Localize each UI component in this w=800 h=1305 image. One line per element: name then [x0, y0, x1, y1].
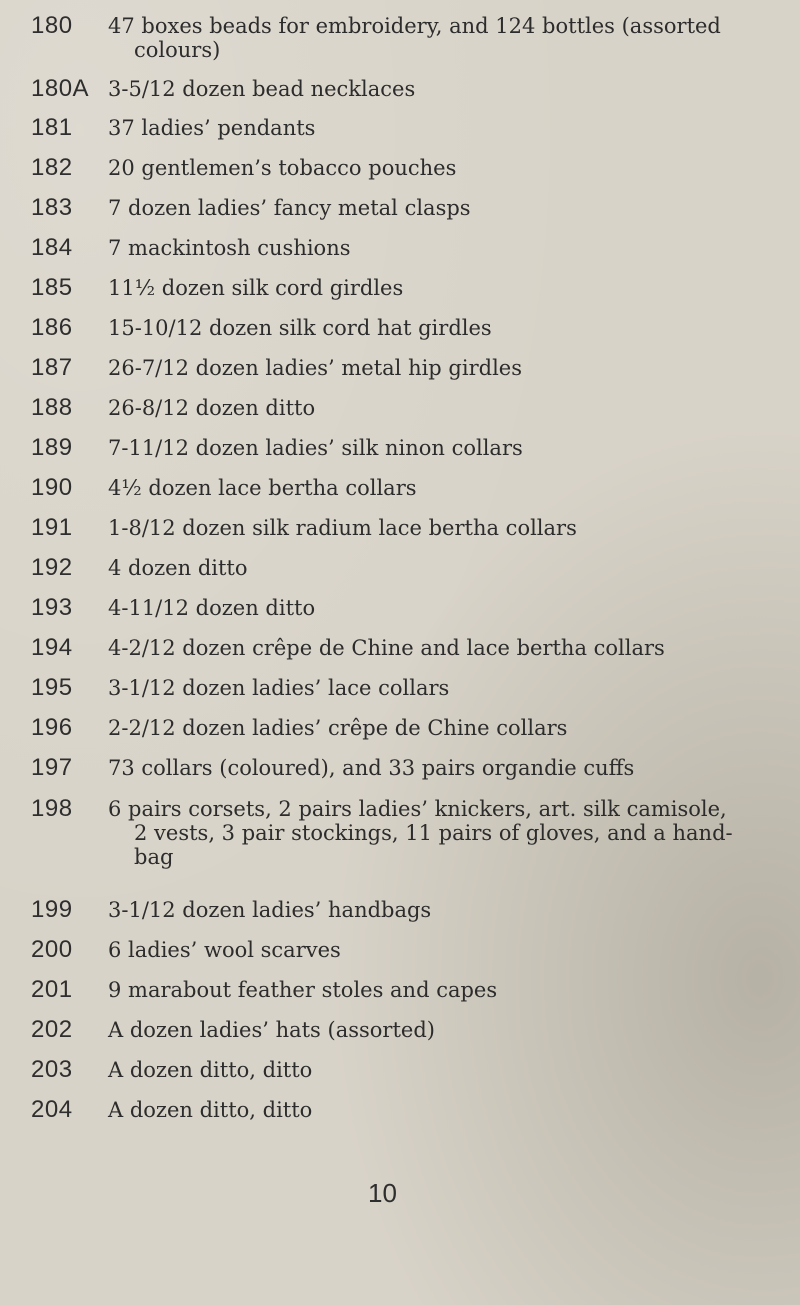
lot-number: 203	[31, 1056, 73, 1083]
lot-description-line: 47 boxes beads for embroidery, and 124 bottles (assorted	[108, 14, 721, 38]
lot-number: 185	[31, 274, 73, 301]
lot-description: A dozen ditto, ditto	[108, 1098, 313, 1122]
lot-number: 182	[31, 154, 73, 181]
lot-number: 201	[31, 976, 73, 1003]
lot-description	[108, 14, 748, 62]
lot-description: 4½ dozen lace bertha collars	[108, 476, 417, 500]
lot-description: 3-1/12 dozen ladies’ handbags	[108, 898, 432, 922]
lot-number: 183	[31, 194, 73, 221]
lot-number: 202	[31, 1016, 73, 1043]
lot-description: 7 mackintosh cushions	[108, 236, 351, 260]
lot-number: 187	[31, 354, 73, 381]
lot-number: 196	[31, 714, 73, 741]
lot-description	[108, 797, 748, 869]
lot-description: 20 gentlemen’s tobacco pouches	[108, 156, 457, 180]
lot-description: 4-2/12 dozen crêpe de Chine and lace bertha collars	[108, 636, 665, 660]
lot-number: 188	[31, 394, 73, 421]
lot-description-continuation: 2 vests, 3 pair stockings, 11 pairs of gloves, and a hand-	[134, 821, 733, 845]
lot-description: 6 ladies’ wool scarves	[108, 938, 341, 962]
lot-description: 15-10/12 dozen silk cord hat girdles	[108, 316, 492, 340]
lot-number: 181	[31, 114, 73, 141]
lot-description: 11½ dozen silk cord girdles	[108, 276, 404, 300]
lot-number: 199	[31, 896, 73, 923]
lot-number: 200	[31, 936, 73, 963]
lot-number: 190	[31, 474, 73, 501]
lot-description: 3-5/12 dozen bead necklaces	[108, 77, 416, 101]
lot-description: A dozen ditto, ditto	[108, 1058, 313, 1082]
lot-description-continuation: colours)	[134, 38, 221, 62]
lot-description-continuation: bag	[134, 845, 174, 869]
lot-description: 9 marabout feather stoles and capes	[108, 978, 498, 1002]
lot-description: 1-8/12 dozen silk radium lace bertha collars	[108, 516, 577, 540]
lot-description: 4 dozen ditto	[108, 556, 248, 580]
lot-number: 197	[31, 754, 73, 781]
lot-description: A dozen ladies’ hats (assorted)	[108, 1018, 435, 1042]
lot-description: 73 collars (coloured), and 33 pairs organdie cuffs	[108, 756, 635, 780]
lot-number: 191	[31, 514, 73, 541]
lot-description-line: 6 pairs corsets, 2 pairs ladies’ knickers, art. silk camisole,	[108, 797, 727, 821]
lot-description: 37 ladies’ pendants	[108, 116, 316, 140]
lot-description: 4-11/12 dozen ditto	[108, 596, 316, 620]
lot-description: 7 dozen ladies’ fancy metal clasps	[108, 196, 471, 220]
lot-description: 2-2/12 dozen ladies’ crêpe de Chine collars	[108, 716, 568, 740]
lot-number: 184	[31, 234, 73, 261]
lot-number: 194	[31, 634, 73, 661]
lot-number: 180	[31, 12, 73, 39]
lot-description: 26-7/12 dozen ladies’ metal hip girdles	[108, 356, 522, 380]
lot-number: 195	[31, 674, 73, 701]
lot-number: 193	[31, 594, 73, 621]
lot-number: 189	[31, 434, 73, 461]
lot-description: 7-11/12 dozen ladies’ silk ninon collars	[108, 436, 523, 460]
lot-number: 198	[31, 795, 73, 822]
lot-number: 186	[31, 314, 73, 341]
lot-description: 3-1/12 dozen ladies’ lace collars	[108, 676, 450, 700]
lot-number: 180A	[31, 75, 90, 102]
page-number: 10	[368, 1178, 397, 1208]
lot-description: 26-8/12 dozen ditto	[108, 396, 316, 420]
lot-number: 192	[31, 554, 73, 581]
lot-number: 204	[31, 1096, 73, 1123]
